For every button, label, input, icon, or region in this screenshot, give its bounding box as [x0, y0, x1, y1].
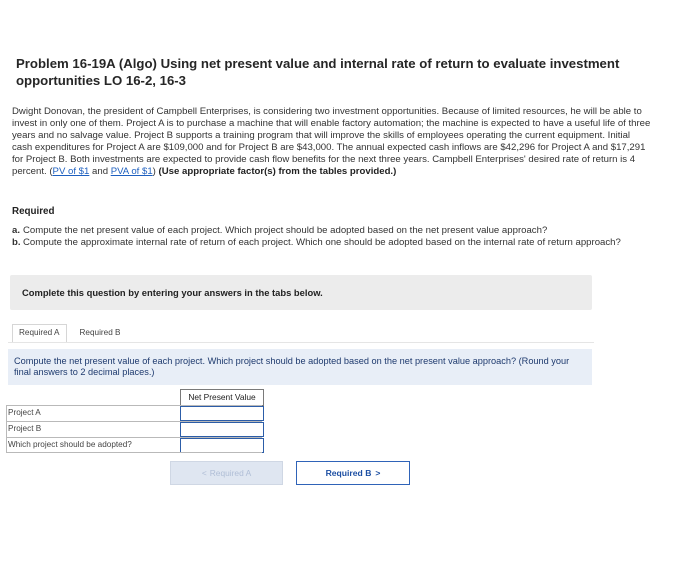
required-heading: Required [12, 206, 55, 217]
factor-note: (Use appropriate factor(s) from the tables provided.) [158, 166, 397, 178]
intro-close-paren: ) [152, 166, 159, 178]
previous-required-button [170, 461, 283, 485]
chevron-left-icon: < [201, 468, 207, 478]
question-panel [8, 349, 592, 385]
project-a-label: Project A [8, 408, 41, 417]
npv-column-header: Net Present Value [180, 389, 264, 406]
adopt-project-select[interactable] [180, 438, 264, 453]
project-b-npv-input[interactable] [180, 422, 264, 437]
pva-table-link[interactable]: PVA of $1 [110, 166, 153, 178]
required-item-text: Compute the net present value of each project. Which project should be adopted based on the net present value approach? [23, 225, 548, 236]
table-row [6, 421, 262, 437]
intro-open-paren: ( [49, 166, 53, 178]
required-item-letter: b. [12, 236, 21, 248]
required-list [12, 225, 662, 248]
question-text: Compute the net present value of each project. Which project should be adopted based on the net present value approach? (Round your final answers to 2 decimal places.) [14, 356, 570, 377]
table-bottom-border [6, 452, 262, 453]
table-left-border [6, 405, 7, 453]
intro-and: and [89, 166, 111, 178]
required-item-a [12, 225, 662, 237]
instruction-banner [10, 275, 592, 310]
intro-text: Dwight Donovan, the president of Campbell Enterprises, is considering two investment opportunities. Because of limited resources, he will be able to invest in only one of them. Project A is to purchase a machine that will enable factory automation; the machine is expected to have a useful life of three years and no salvage value. Project B supports a training program that will improve the skills of employees operating the current equipment. Initial cash expenditures for Project A are $109,000 and for Project B are $43,000. The annual expected cash inflows are $42,296 for Project A and $17,291 for Project B. Both investments are expected to provide cash flow benefits for the next three years. Campbell Enterprises' desired rate of return is 4 percent. [12, 106, 651, 178]
tab-required-a[interactable]: Required A [12, 324, 67, 343]
chevron-right-icon: > [375, 468, 381, 478]
required-item-b [12, 237, 662, 249]
tab-divider [8, 342, 594, 343]
tab-required-b[interactable]: Required B [79, 328, 121, 337]
previous-button-label: Required A [209, 468, 252, 478]
next-required-button[interactable] [296, 461, 410, 485]
problem-description [12, 106, 652, 179]
pv-table-link[interactable]: PV of $1 [52, 166, 90, 178]
table-row [6, 437, 262, 453]
required-item-text: Compute the approximate internal rate of return of each project. Which one should be adopted based on the internal rate of return approach? [23, 236, 621, 248]
project-b-label: Project B [8, 424, 42, 433]
adopt-project-label: Which project should be adopted? [8, 440, 132, 449]
instruction-text: Complete this question by entering your answers in the tabs below. [22, 287, 323, 298]
answer-tabs [12, 324, 127, 342]
table-row [6, 405, 262, 421]
project-a-npv-input[interactable] [180, 406, 264, 421]
required-item-letter: a. [12, 225, 21, 236]
next-button-label: Required B [325, 468, 372, 478]
problem-title: Problem 16-19A (Algo) Using net present value and internal rate of return to evaluate investment opportunities LO 16-2, 16-3 [16, 56, 620, 88]
